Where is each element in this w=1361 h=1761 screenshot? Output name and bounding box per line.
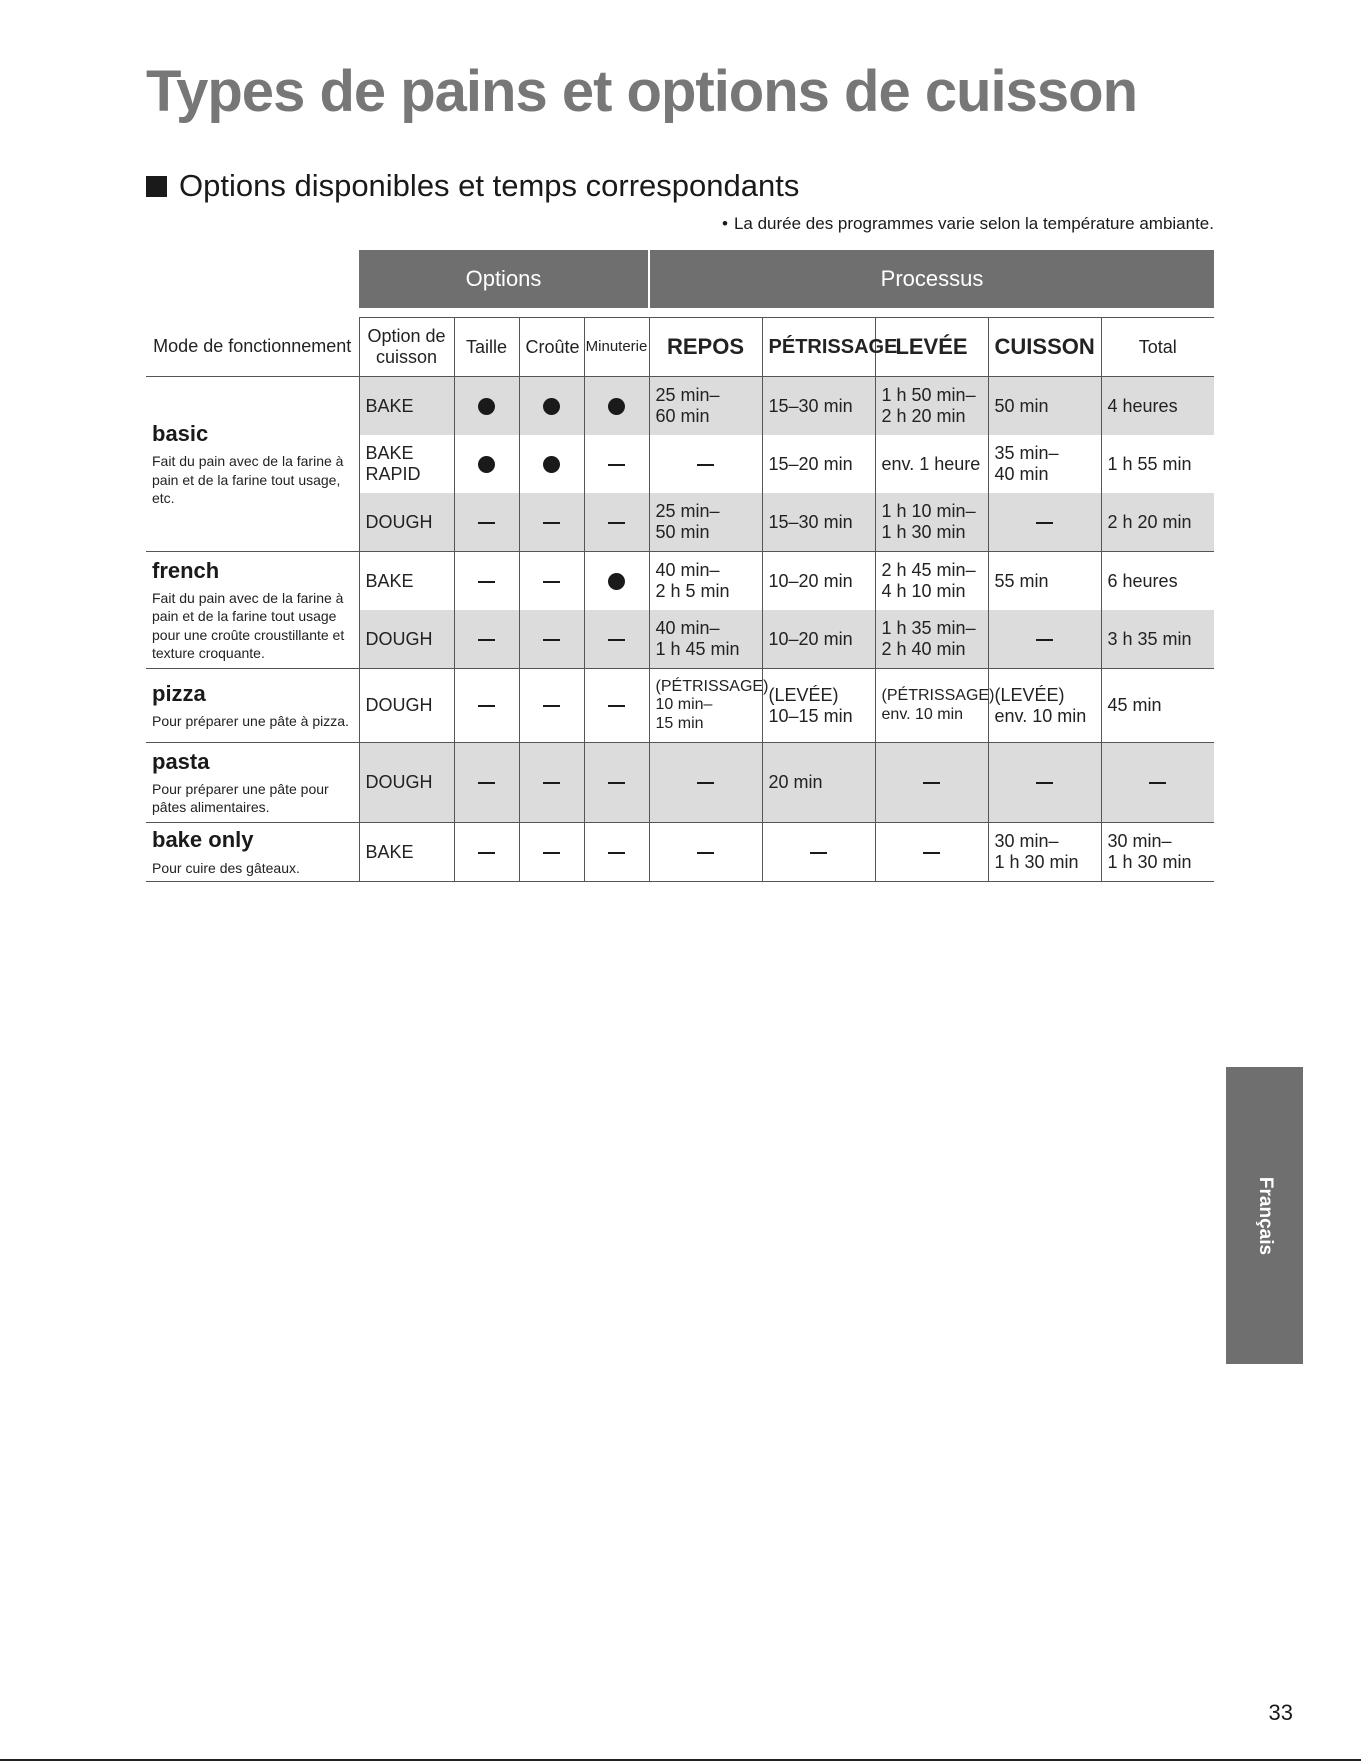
note-text: La durée des programmes varie selon la température ambiante. <box>733 214 1214 233</box>
cell-repos: (PÉTRISSAGE) 10 min– 15 min <box>649 669 762 743</box>
mode-description: Fait du pain avec de la farine à pain et de la farine tout usage pour une croûte croustillante et texture croquante. <box>152 590 345 661</box>
cell-levee <box>875 743 988 823</box>
cell-croute <box>519 493 584 552</box>
dash-icon <box>697 464 714 466</box>
cell-minuterie <box>584 743 649 823</box>
header-taille: Taille <box>454 318 519 377</box>
header-option: Option de cuisson <box>359 318 454 377</box>
square-bullet-icon <box>146 176 167 197</box>
mode-cell <box>146 743 359 823</box>
column-headers <box>146 318 1214 377</box>
mode-cell <box>146 823 359 882</box>
cell-petrissage: 15–30 min <box>762 493 875 552</box>
filled-dot-icon <box>543 456 560 473</box>
cell-repos: 25 min– 50 min <box>649 493 762 552</box>
cell-levee: 1 h 50 min– 2 h 20 min <box>875 377 988 436</box>
header-petrissage: PÉTRISSAGE <box>762 318 875 377</box>
header-total: Total <box>1101 318 1214 377</box>
mode-name: french <box>152 557 220 583</box>
cell-petrissage: 20 min <box>762 743 875 823</box>
language-tab <box>1226 1067 1303 1364</box>
header-repos: REPOS <box>649 318 762 377</box>
table-row <box>146 823 1214 882</box>
table-row <box>146 669 1214 743</box>
dash-icon <box>543 782 560 784</box>
cell-total: 3 h 35 min <box>1101 610 1214 669</box>
cell-levee: 2 h 45 min– 4 h 10 min <box>875 552 988 611</box>
filled-dot-icon <box>608 398 625 415</box>
dash-icon <box>1149 782 1166 784</box>
dash-icon <box>608 522 625 524</box>
cell-option: BAKE <box>359 823 454 882</box>
mode-name: bake only <box>152 827 254 853</box>
language-tab-label: Français <box>1254 1176 1276 1255</box>
cell-cuisson: 35 min– 40 min <box>988 435 1101 493</box>
cell-minuterie <box>584 610 649 669</box>
dash-icon <box>1036 639 1053 641</box>
cell-option: DOUGH <box>359 669 454 743</box>
dash-icon <box>543 522 560 524</box>
dash-icon <box>478 852 495 854</box>
dash-icon <box>543 705 560 707</box>
section-heading <box>146 168 799 204</box>
header-minuterie: Minuterie <box>584 318 649 377</box>
mode-description: Pour préparer une pâte pour pâtes alimentaires. <box>152 780 329 816</box>
cell-taille <box>454 743 519 823</box>
cell-croute <box>519 823 584 882</box>
cell-cuisson <box>988 493 1101 552</box>
cell-taille <box>454 610 519 669</box>
band-options: Options <box>359 250 649 308</box>
cell-croute <box>519 552 584 611</box>
dash-icon <box>608 852 625 854</box>
dash-icon <box>697 852 714 854</box>
cell-total: 4 heures <box>1101 377 1214 436</box>
cell-repos <box>649 823 762 882</box>
cell-levee: 1 h 35 min– 2 h 40 min <box>875 610 988 669</box>
filled-dot-icon <box>543 398 560 415</box>
dash-icon <box>478 639 495 641</box>
header-cuisson: CUISSON <box>988 318 1101 377</box>
cell-petrissage: 10–20 min <box>762 552 875 611</box>
dash-icon <box>478 705 495 707</box>
dash-icon <box>697 782 714 784</box>
table-row <box>146 552 1214 611</box>
dash-icon <box>478 581 495 583</box>
header-mode: Mode de fonctionnement <box>146 318 359 377</box>
cell-option: DOUGH <box>359 493 454 552</box>
cell-taille <box>454 552 519 611</box>
cell-option: BAKE RAPID <box>359 435 454 493</box>
mode-description: Pour préparer une pâte à pizza. <box>152 713 349 730</box>
cell-croute <box>519 743 584 823</box>
filled-dot-icon <box>478 398 495 415</box>
cell-minuterie <box>584 669 649 743</box>
cell-cuisson <box>988 743 1101 823</box>
header-levee: LEVÉE <box>875 318 988 377</box>
cell-total: 2 h 20 min <box>1101 493 1214 552</box>
cell-petrissage: (LEVÉE) 10–15 min <box>762 669 875 743</box>
dash-icon <box>478 522 495 524</box>
mode-description: Fait du pain avec de la farine à pain et de la farine tout usage, etc. <box>152 453 344 506</box>
cell-levee: 1 h 10 min– 1 h 30 min <box>875 493 988 552</box>
cell-taille <box>454 669 519 743</box>
cell-cuisson <box>988 610 1101 669</box>
cell-minuterie <box>584 377 649 436</box>
note <box>722 214 1214 234</box>
cell-croute <box>519 610 584 669</box>
cell-levee: (PÉTRISSAGE) env. 10 min <box>875 669 988 743</box>
table-row <box>146 743 1214 823</box>
options-table <box>146 250 1214 882</box>
cell-petrissage: 15–20 min <box>762 435 875 493</box>
dash-icon <box>1036 522 1053 524</box>
cell-repos <box>649 435 762 493</box>
dash-icon <box>543 852 560 854</box>
bullet-icon: • <box>722 214 728 233</box>
dash-icon <box>1036 782 1053 784</box>
cell-total: 6 heures <box>1101 552 1214 611</box>
table-body <box>146 377 1214 882</box>
cell-total: 1 h 55 min <box>1101 435 1214 493</box>
section-heading-text: Options disponibles et temps correspondants <box>179 168 800 203</box>
mode-name: pizza <box>152 680 206 706</box>
mode-description: Pour cuire des gâteaux. <box>152 859 300 876</box>
cell-repos: 40 min– 1 h 45 min <box>649 610 762 669</box>
dash-icon <box>608 464 625 466</box>
filled-dot-icon <box>608 573 625 590</box>
cell-minuterie <box>584 435 649 493</box>
dash-icon <box>543 639 560 641</box>
dash-icon <box>608 782 625 784</box>
cell-cuisson: 30 min– 1 h 30 min <box>988 823 1101 882</box>
cell-option: DOUGH <box>359 610 454 669</box>
dash-icon <box>923 852 940 854</box>
cell-repos: 40 min– 2 h 5 min <box>649 552 762 611</box>
dash-icon <box>810 852 827 854</box>
page-title: Types de pains et options de cuisson <box>146 59 1138 124</box>
cell-repos <box>649 743 762 823</box>
cell-option: DOUGH <box>359 743 454 823</box>
mode-name: pasta <box>152 748 210 774</box>
cell-croute <box>519 669 584 743</box>
header-croute: Croûte <box>519 318 584 377</box>
cell-total <box>1101 743 1214 823</box>
dash-icon <box>923 782 940 784</box>
cell-cuisson: 50 min <box>988 377 1101 436</box>
cell-cuisson: 55 min <box>988 552 1101 611</box>
cell-total: 30 min– 1 h 30 min <box>1101 823 1214 882</box>
table-row <box>146 377 1214 436</box>
cell-levee <box>875 823 988 882</box>
cell-minuterie <box>584 823 649 882</box>
mode-cell <box>146 669 359 743</box>
cell-minuterie <box>584 493 649 552</box>
mode-cell <box>146 377 359 552</box>
cell-taille <box>454 435 519 493</box>
dash-icon <box>608 639 625 641</box>
filled-dot-icon <box>478 456 495 473</box>
cell-taille <box>454 493 519 552</box>
cell-repos: 25 min– 60 min <box>649 377 762 436</box>
cell-petrissage <box>762 823 875 882</box>
dash-icon <box>608 705 625 707</box>
cell-petrissage: 15–30 min <box>762 377 875 436</box>
mode-cell <box>146 552 359 669</box>
cell-option: BAKE <box>359 552 454 611</box>
cell-minuterie <box>584 552 649 611</box>
cell-levee: env. 1 heure <box>875 435 988 493</box>
cell-croute <box>519 377 584 436</box>
cell-option: BAKE <box>359 377 454 436</box>
cell-croute <box>519 435 584 493</box>
dash-icon <box>543 581 560 583</box>
cell-total: 45 min <box>1101 669 1214 743</box>
cell-petrissage: 10–20 min <box>762 610 875 669</box>
band-process: Processus <box>649 250 1214 308</box>
cell-taille <box>454 823 519 882</box>
mode-name: basic <box>152 421 209 447</box>
page-number: 33 <box>1268 1700 1293 1725</box>
cell-taille <box>454 377 519 436</box>
cell-cuisson: (LEVÉE) env. 10 min <box>988 669 1101 743</box>
dash-icon <box>478 782 495 784</box>
